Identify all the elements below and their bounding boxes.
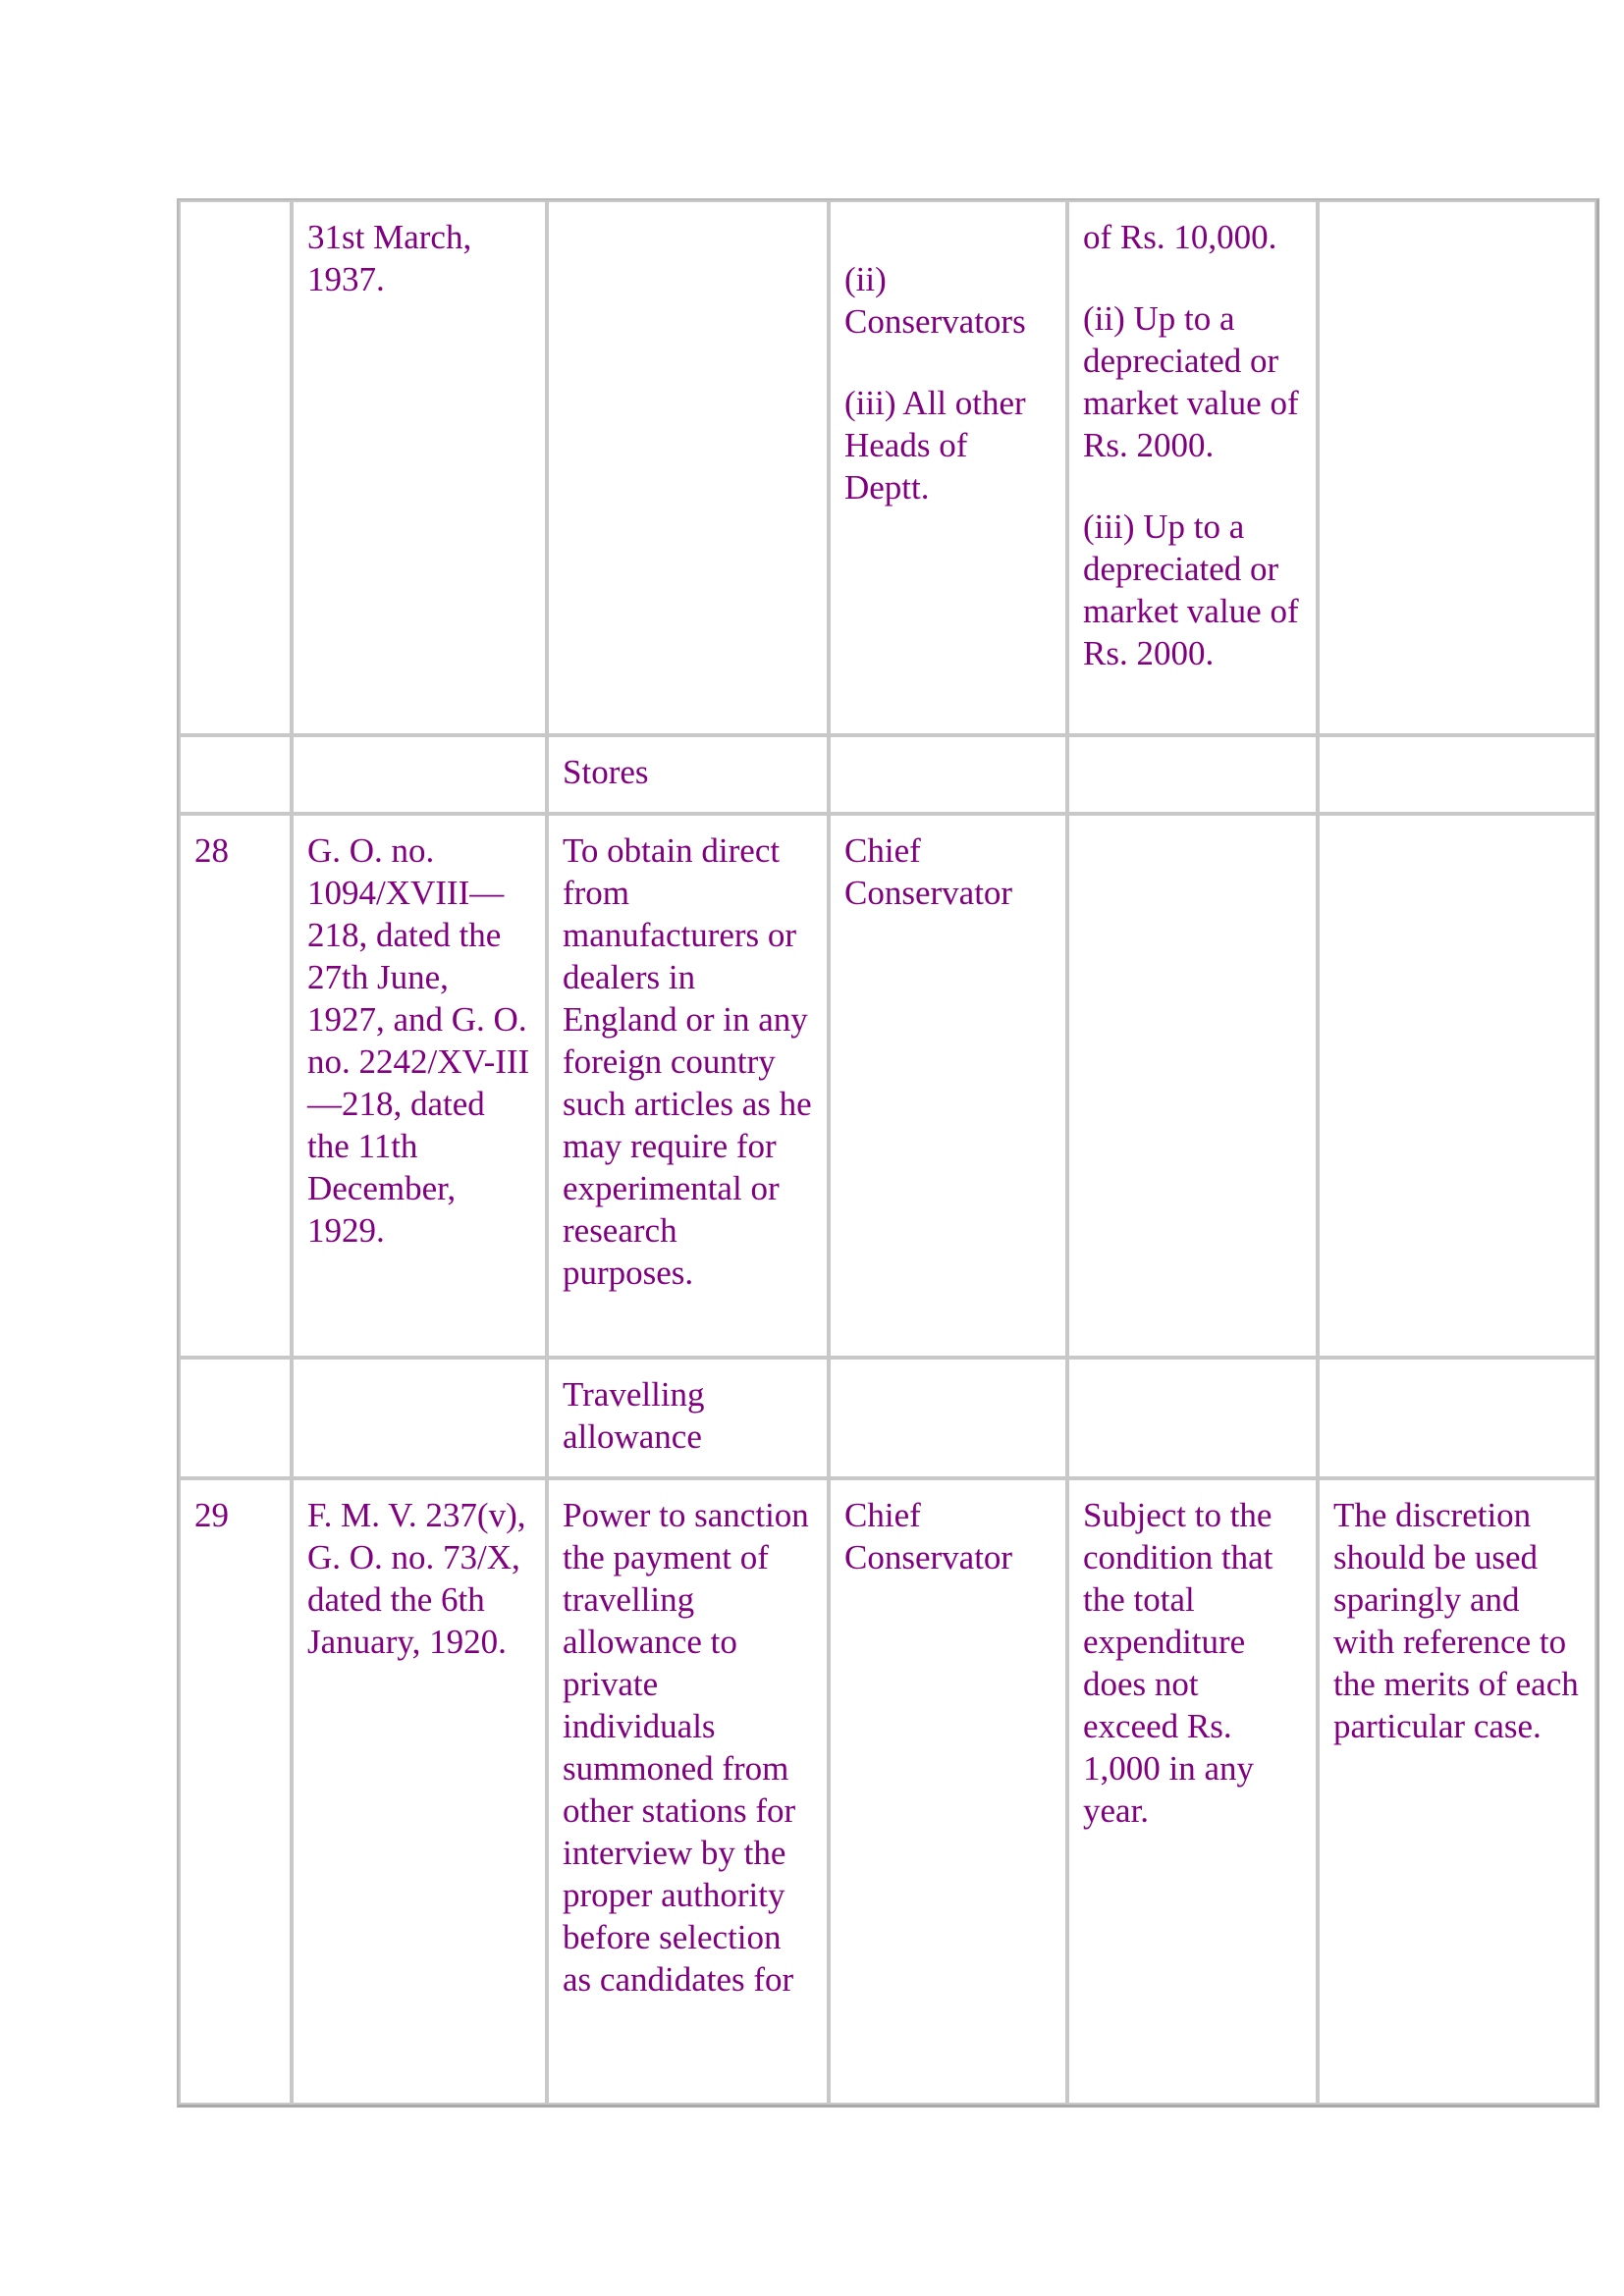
- limits-cell: of Rs. 10,000. (ii) Up to a depreciated or market value of Rs. 2000. (iii) Up to a depreciated or market value of Rs. 2000.: [1067, 200, 1318, 735]
- remarks-cell: [1318, 1358, 1597, 1478]
- reference-cell: F. M. V. 237(v), G. O. no. 73/X, dated the 6th January, 1920.: [292, 1478, 547, 2105]
- table-row: [179, 1478, 1597, 2105]
- section-heading-cell: Stores: [547, 735, 829, 814]
- table-row: [179, 814, 1597, 1358]
- reference-cell: [292, 735, 547, 814]
- remarks-cell: [1318, 200, 1597, 735]
- authority-cell: Chief Conservator: [829, 814, 1067, 1358]
- authority-cell: [829, 1358, 1067, 1478]
- limits-cell: [1067, 1358, 1318, 1478]
- table-row: [179, 735, 1597, 814]
- serial-number-cell: 28: [179, 814, 292, 1358]
- reference-cell: 31st March, 1937.: [292, 200, 547, 735]
- reference-cell: [292, 1358, 547, 1478]
- reference-cell: G. O. no. 1094/XVIII—218, dated the 27th June, 1927, and G. O. no. 2242/XV-III—218, dated the 11th December, 1929.: [292, 814, 547, 1358]
- nature-of-power-cell: To obtain direct from manufacturers or dealers in England or in any foreign country such articles as he may require for experimental or research purposes.: [547, 814, 829, 1358]
- table-row: [179, 200, 1597, 735]
- remarks-cell: [1318, 735, 1597, 814]
- remarks-cell: The discretion should be used sparingly and with reference to the merits of each particular case.: [1318, 1478, 1597, 2105]
- authority-cell: (ii) Conservators (iii) All other Heads of Deptt.: [829, 200, 1067, 735]
- serial-number-cell: 29: [179, 1478, 292, 2105]
- limits-cell: [1067, 814, 1318, 1358]
- remarks-cell: [1318, 814, 1597, 1358]
- powers-table: [177, 198, 1599, 2108]
- limits-cell: [1067, 735, 1318, 814]
- serial-number-cell: [179, 735, 292, 814]
- serial-number-cell: [179, 1358, 292, 1478]
- serial-number-cell: [179, 200, 292, 735]
- authority-cell: Chief Conservator: [829, 1478, 1067, 2105]
- limits-cell: Subject to the condition that the total expenditure does not exceed Rs. 1,000 in any year.: [1067, 1478, 1318, 2105]
- nature-of-power-cell: Power to sanction the payment of travelling allowance to private individuals summoned from other stations for interview by the proper authority before selection as candidates for: [547, 1478, 829, 2105]
- section-heading-cell: Travelling allowance: [547, 1358, 829, 1478]
- nature-of-power-cell: [547, 200, 829, 735]
- authority-cell: [829, 735, 1067, 814]
- table-row: [179, 1358, 1597, 1478]
